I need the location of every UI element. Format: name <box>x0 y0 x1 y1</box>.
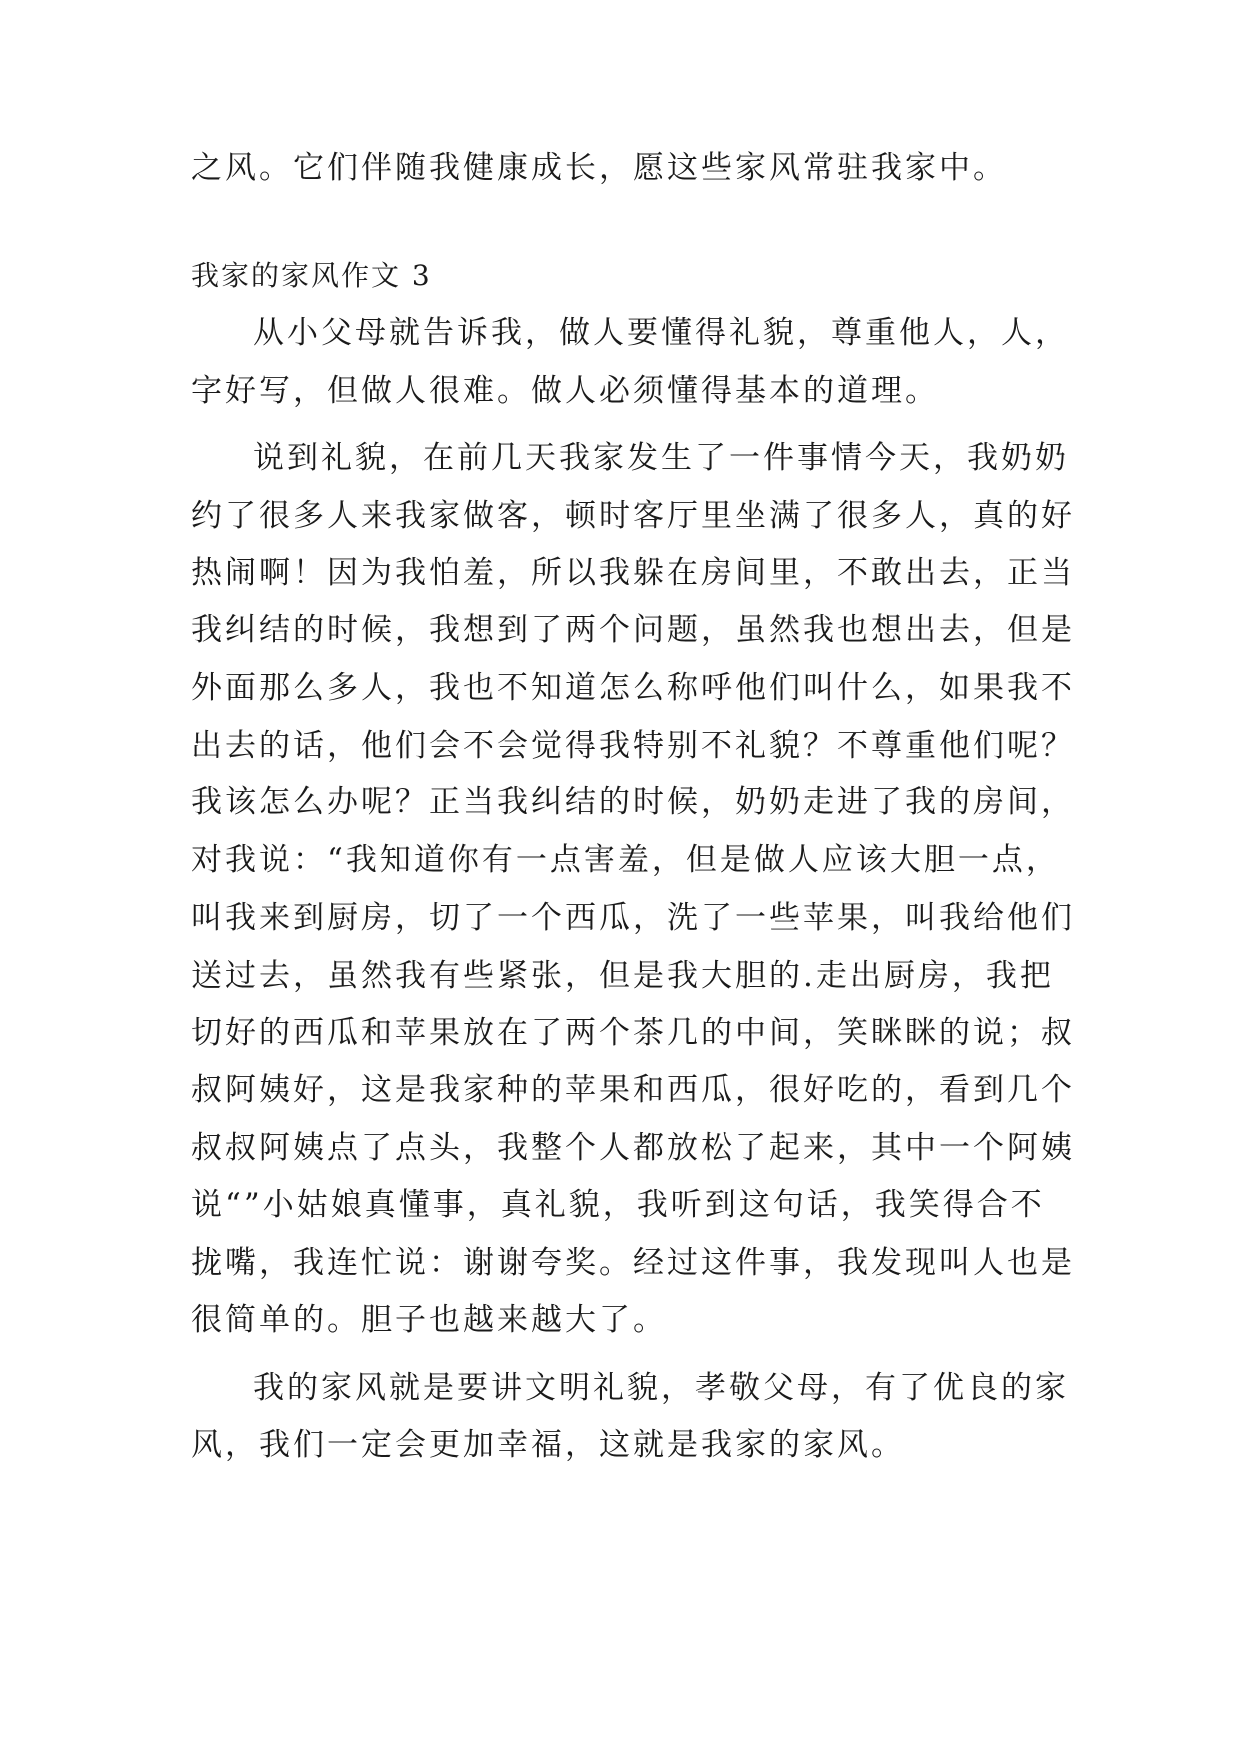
paragraph-line: 从小父母就告诉我，做人要懂得礼貌，尊重他人，人， <box>253 315 1069 351</box>
paragraph-line: 说到礼貌，在前几天我家发生了一件事情今天，我奶奶 <box>253 440 1069 476</box>
paragraph-line: 拢嘴，我连忙说：谢谢夸奖。经过这件事，我发现叫人也是 <box>191 1245 1075 1281</box>
section-title: 我家的家风作文 3 <box>191 259 432 292</box>
paragraph-line: 风，我们一定会更加幸福，这就是我家的家风。 <box>191 1427 905 1463</box>
paragraph-line: 字好写，但做人很难。做人必须懂得基本的道理。 <box>191 373 939 409</box>
paragraph-line: 我的家风就是要讲文明礼貌，孝敬父母，有了优良的家 <box>253 1370 1069 1406</box>
paragraph-line: 我纠结的时候，我想到了两个问题，虽然我也想出去，但是 <box>191 612 1075 648</box>
paragraph-line: 我该怎么办呢？正当我纠结的时候，奶奶走进了我的房间， <box>191 784 1075 820</box>
paragraph-line: 约了很多人来我家做客，顿时客厅里坐满了很多人，真的好 <box>191 498 1075 534</box>
paragraph-line: 叔阿姨好，这是我家种的苹果和西瓜，很好吃的，看到几个 <box>191 1072 1075 1108</box>
paragraph-line: 很简单的。胆子也越来越大了。 <box>191 1302 667 1338</box>
intro-line: 之风。它们伴随我健康成长，愿这些家风常驻我家中。 <box>191 150 1007 186</box>
paragraph-line: 送过去，虽然我有些紧张，但是我大胆的.走出厨房，我把 <box>191 958 1054 994</box>
paragraph-line: 出去的话，他们会不会觉得我特别不礼貌？不尊重他们呢？ <box>191 728 1075 764</box>
paragraph-line: 叔叔阿姨点了点头，我整个人都放松了起来，其中一个阿姨 <box>191 1130 1075 1166</box>
paragraph-line: 叫我来到厨房，切了一个西瓜，洗了一些苹果，叫我给他们 <box>191 900 1075 936</box>
paragraph-line: 外面那么多人，我也不知道怎么称呼他们叫什么，如果我不 <box>191 670 1075 706</box>
paragraph-line: 切好的西瓜和苹果放在了两个茶几的中间，笑眯眯的说；叔 <box>191 1015 1075 1051</box>
paragraph-line: 对我说：“我知道你有一点害羞，但是做人应该大胆一点， <box>191 842 1060 878</box>
paragraph-line: 说“”小姑娘真懂事，真礼貌，我听到这句话，我笑得合不 <box>191 1187 1045 1223</box>
paragraph-line: 热闹啊！因为我怕羞，所以我躲在房间里，不敢出去，正当 <box>191 555 1075 591</box>
